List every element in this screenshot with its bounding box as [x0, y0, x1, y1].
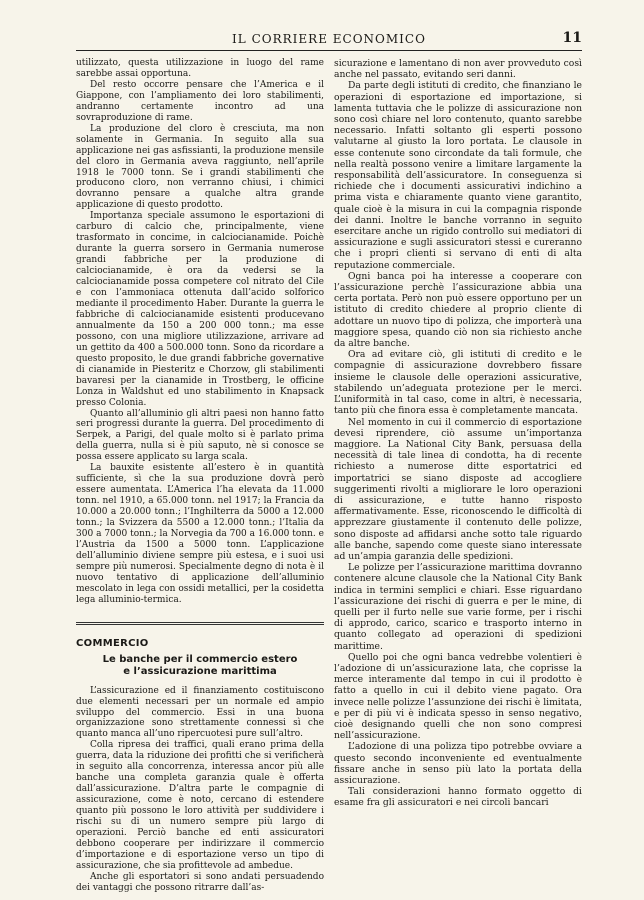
- paragraph: sicurazione e lamentano di non aver provveduto così anche nel passato, evitando seri danni.: [334, 58, 582, 81]
- paragraph: Da parte degli istituti di credito, che finanziano le operazioni di esportazione ed importazione, si lamenta tuttavia che le polizze di assicurazione non sono così chiare nel loro contenuto, quanto sarebbe necessario. Infatti soltanto gli esperti possono valutarne al giusto la loro portata. Le clausole in esse contenute sono circondate da tali formule, che nella realtà possono venire a limitare largamente la responsabilità dell’assicuratore. In conseguenza si richiede che i documenti assicurativi indichino a prima vista e chiaramente quanto viene garantito, quale cioè è la misura in cui la compagnia risponde dei danni. Inoltre le banche vorranno in seguito esercitare anche un rigido controllo sui mediatori di assicurazione e sugli assicuratori stessi e cureranno che i propri clienti si servano di enti di alta reputazione commerciale.: [334, 80, 582, 271]
- paragraph: utilizzato, questa utilizzazione in luogo del rame sarebbe assai opportuna.: [76, 58, 324, 79]
- paragraph: Le polizze per l’assicurazione marittima dovranno contenere alcune clausole che la National City Bank indica in termini semplici e chiari. Esse riguardano l’assicurazione dei rischi di guerra e per le mine, di quelli per il furto nelle sue varie forme, per i rischi di approdo, carico, scarico e trasporto interno in quanto collegato ad operazioni di spedizioni marittime.: [334, 562, 582, 652]
- paragraph: L’assicurazione ed il finanziamento costituiscono due elementi necessari per un normale ed ampio sviluppo del commercio. Essi in una buona organizzazione sono strettamente connessi sì che quanto manca all’uno ripercuotesi pure sull’altro.: [76, 685, 324, 740]
- right-column: [334, 58, 582, 809]
- section-label: COMMERCIO: [76, 637, 149, 649]
- paragraph: Importanza speciale assumono le esportazioni di carburo di calcio che, principalmente, viene trasformato in concime, in calciocianamide. Poichè durante la guerra sorsero in Germania numerose grandi fabbriche per la produzione di calciocianamide, è ora da vedersi se la calciocianamide possa competere col nitrato del Cile e con l’ammoniaca ottenuta dall’acido solforico mediante il procedimento Haber. Durante la guerra le fabbriche di calciocianamide esistenti producevano annualmente da 150 a 200 000 tonn.; ma esse possono, con una migliore utilizzazione, arrivare ad un gettito da 400 a 500.000 tonn. Sono da ricordare a questo proposito, le due grandi fabbriche governative di cianamide in Piesteritz e Chorzow, gli stabilimenti bavaresi per la cianamide in Trostberg, le officine Lonza in Waldshut ed uno stabilimento in Knapsack presso Colonia.: [76, 211, 324, 408]
- paragraph: Ora ad evitare ciò, gli istituti di credito e le compagnie di assicurazione dovrebbero fissare insieme le clausole delle operazioni assicurative, stabilendo un’adeguata protezione per le merci. L’uniformità in tal caso, come in altri, è necessaria, tanto più che finora essa è completamente mancata.: [334, 349, 582, 417]
- paragraph: Nel momento in cui il commercio di esportazione devesi riprendere, ciò assume un’importanza maggiore. La National City Bank, persuasa della necessità di tale linea di condotta, ha di recente richiesto a numerose ditte esportatrici ed importatrici se siano disposte ad accogliere suggerimenti rivolti a migliorare le loro operazioni di assicurazione, e tutte hanno risposto affermativamente. Esse, riconoscendo le difficoltà di apprezzare giustamente il contenuto delle polizze, sono disposte ad affidarsi anche sotto tale riguardo alle banche, sapendo come queste siano interessate ad un’ampia garanzia delle spedizioni.: [334, 416, 582, 562]
- article-title-line: Le banche per il commercio estero: [102, 653, 298, 665]
- paragraph: Colla ripresa dei traffici, quali erano prima della guerra, data la riduzione dei profitti che si verificherà in seguito alla concorrenza, interessa ancor più alle banche una completa garanzia quale è offerta dall’assicurazione. D’altra parte le compagnie di assicurazione, come è noto, cercano di estendere quanto più possono le loro attività per suddividere i rischi su di un numero sempre più largo di operazioni. Perciò banche ed enti assicuratori debbono cooperare per indirizzare il commercio d’importazione e di esportazione verso un tipo di assicurazione, che sia profittevole ad ambedue.: [76, 740, 324, 871]
- article-title-line: e l’assicurazione marittima: [123, 665, 277, 677]
- paragraph: Anche gli esportatori si sono andati persuadendo dei vantaggi che possono ritrarre dall’as-: [76, 871, 324, 893]
- page-header: [76, 30, 582, 50]
- paragraph: La produzione del cloro è cresciuta, ma non solamente in Germania. In seguito alla sua applicazione nei gas asfissianti, la produzione mensile del cloro in Germania aveva raggiunto, nell’aprile 1918 le 7000 tonn. Se i grandi stabilimenti che producono cloro, non verranno chiusi, i chimici dovranno pensare a qualche altra grande applicazione di questo prodotto.: [76, 123, 324, 211]
- left-column: [76, 58, 324, 894]
- paragraph: Del resto occorre pensare che l’America e il Giappone, con l’ampliamento dei loro stabilimenti, andranno certamente incontro ad una sovraproduzione di rame.: [76, 79, 324, 123]
- paragraph: Tali considerazioni hanno formato oggetto di esame fra gli assicuratori e nei circoli bancari: [334, 786, 582, 809]
- article-title: [76, 654, 324, 678]
- section-divider: [76, 622, 324, 625]
- header-rule: [76, 50, 582, 51]
- paragraph: L’adozione di una polizza tipo potrebbe ovviare a questo secondo inconveniente ed eventualmente fissare anche in senso più lato la portata della assicurazione.: [334, 741, 582, 786]
- publication-title: IL CORRIERE ECONOMICO: [232, 32, 426, 46]
- paragraph: Quello poi che ogni banca vedrebbe volentieri è l’adozione di un’assicurazione lata, che coprisse la merce interamente dal tempo in cui il prodotto è fatto a quello in cui il debito viene pagato. Ora invece nelle polizze l’assunzione dei rischi è limitata, e per di più vi è indicata spesso in senso negativo, cioè designando quelli che non sono compresi nell’assicurazione.: [334, 651, 582, 742]
- paragraph: Ogni banca poi ha interesse a cooperare con l’assicurazione perchè l’assicurazione abbia una certa portata. Però non può essere opportuno per un istituto di credito chiedere al proprio cliente di adottare un nuovo tipo di polizza, che importerà una maggiore spesa, quando ciò non sia richiesto anche da altre banche.: [334, 270, 582, 350]
- paragraph: Quanto all’alluminio gli altri paesi non hanno fatto seri progressi durante la guerra. Del procedimento di Serpek, a Parigi, del quale molto si è parlato prima della guerra, nulla si è più saputo, nè si conosce se possa essere applicato su larga scala.: [76, 408, 324, 463]
- page-number: 11: [562, 30, 582, 46]
- paragraph: La bauxite esistente all’estero è in quantità sufficiente, sì che la sua produzione dovrà però essere aumentata. L’America l’ha elevata da 11.000 tonn. nel 1910, a 65.000 tonn. nel 1917; la Francia da 10.000 a 20.000 tonn.; l’Inghilterra da 5000 a 12.000 tonn.; la Svizzera da 5500 a 12.000 tonn.; l’Italia da 300 a 7000 tonn.; la Norvegia da 700 a 16.000 tonn. e l’Austria da 1500 a 5000 tonn. L’applicazione dell’alluminio diviene sempre più estesa, e i suoi usi sempre più numerosi. Specialmente degno di nota è il nuovo tentativo di applicazione dell’alluminio mescolato in lega con ossidi metallici, per la cosidetta lega alluminio-termica.: [76, 463, 324, 605]
